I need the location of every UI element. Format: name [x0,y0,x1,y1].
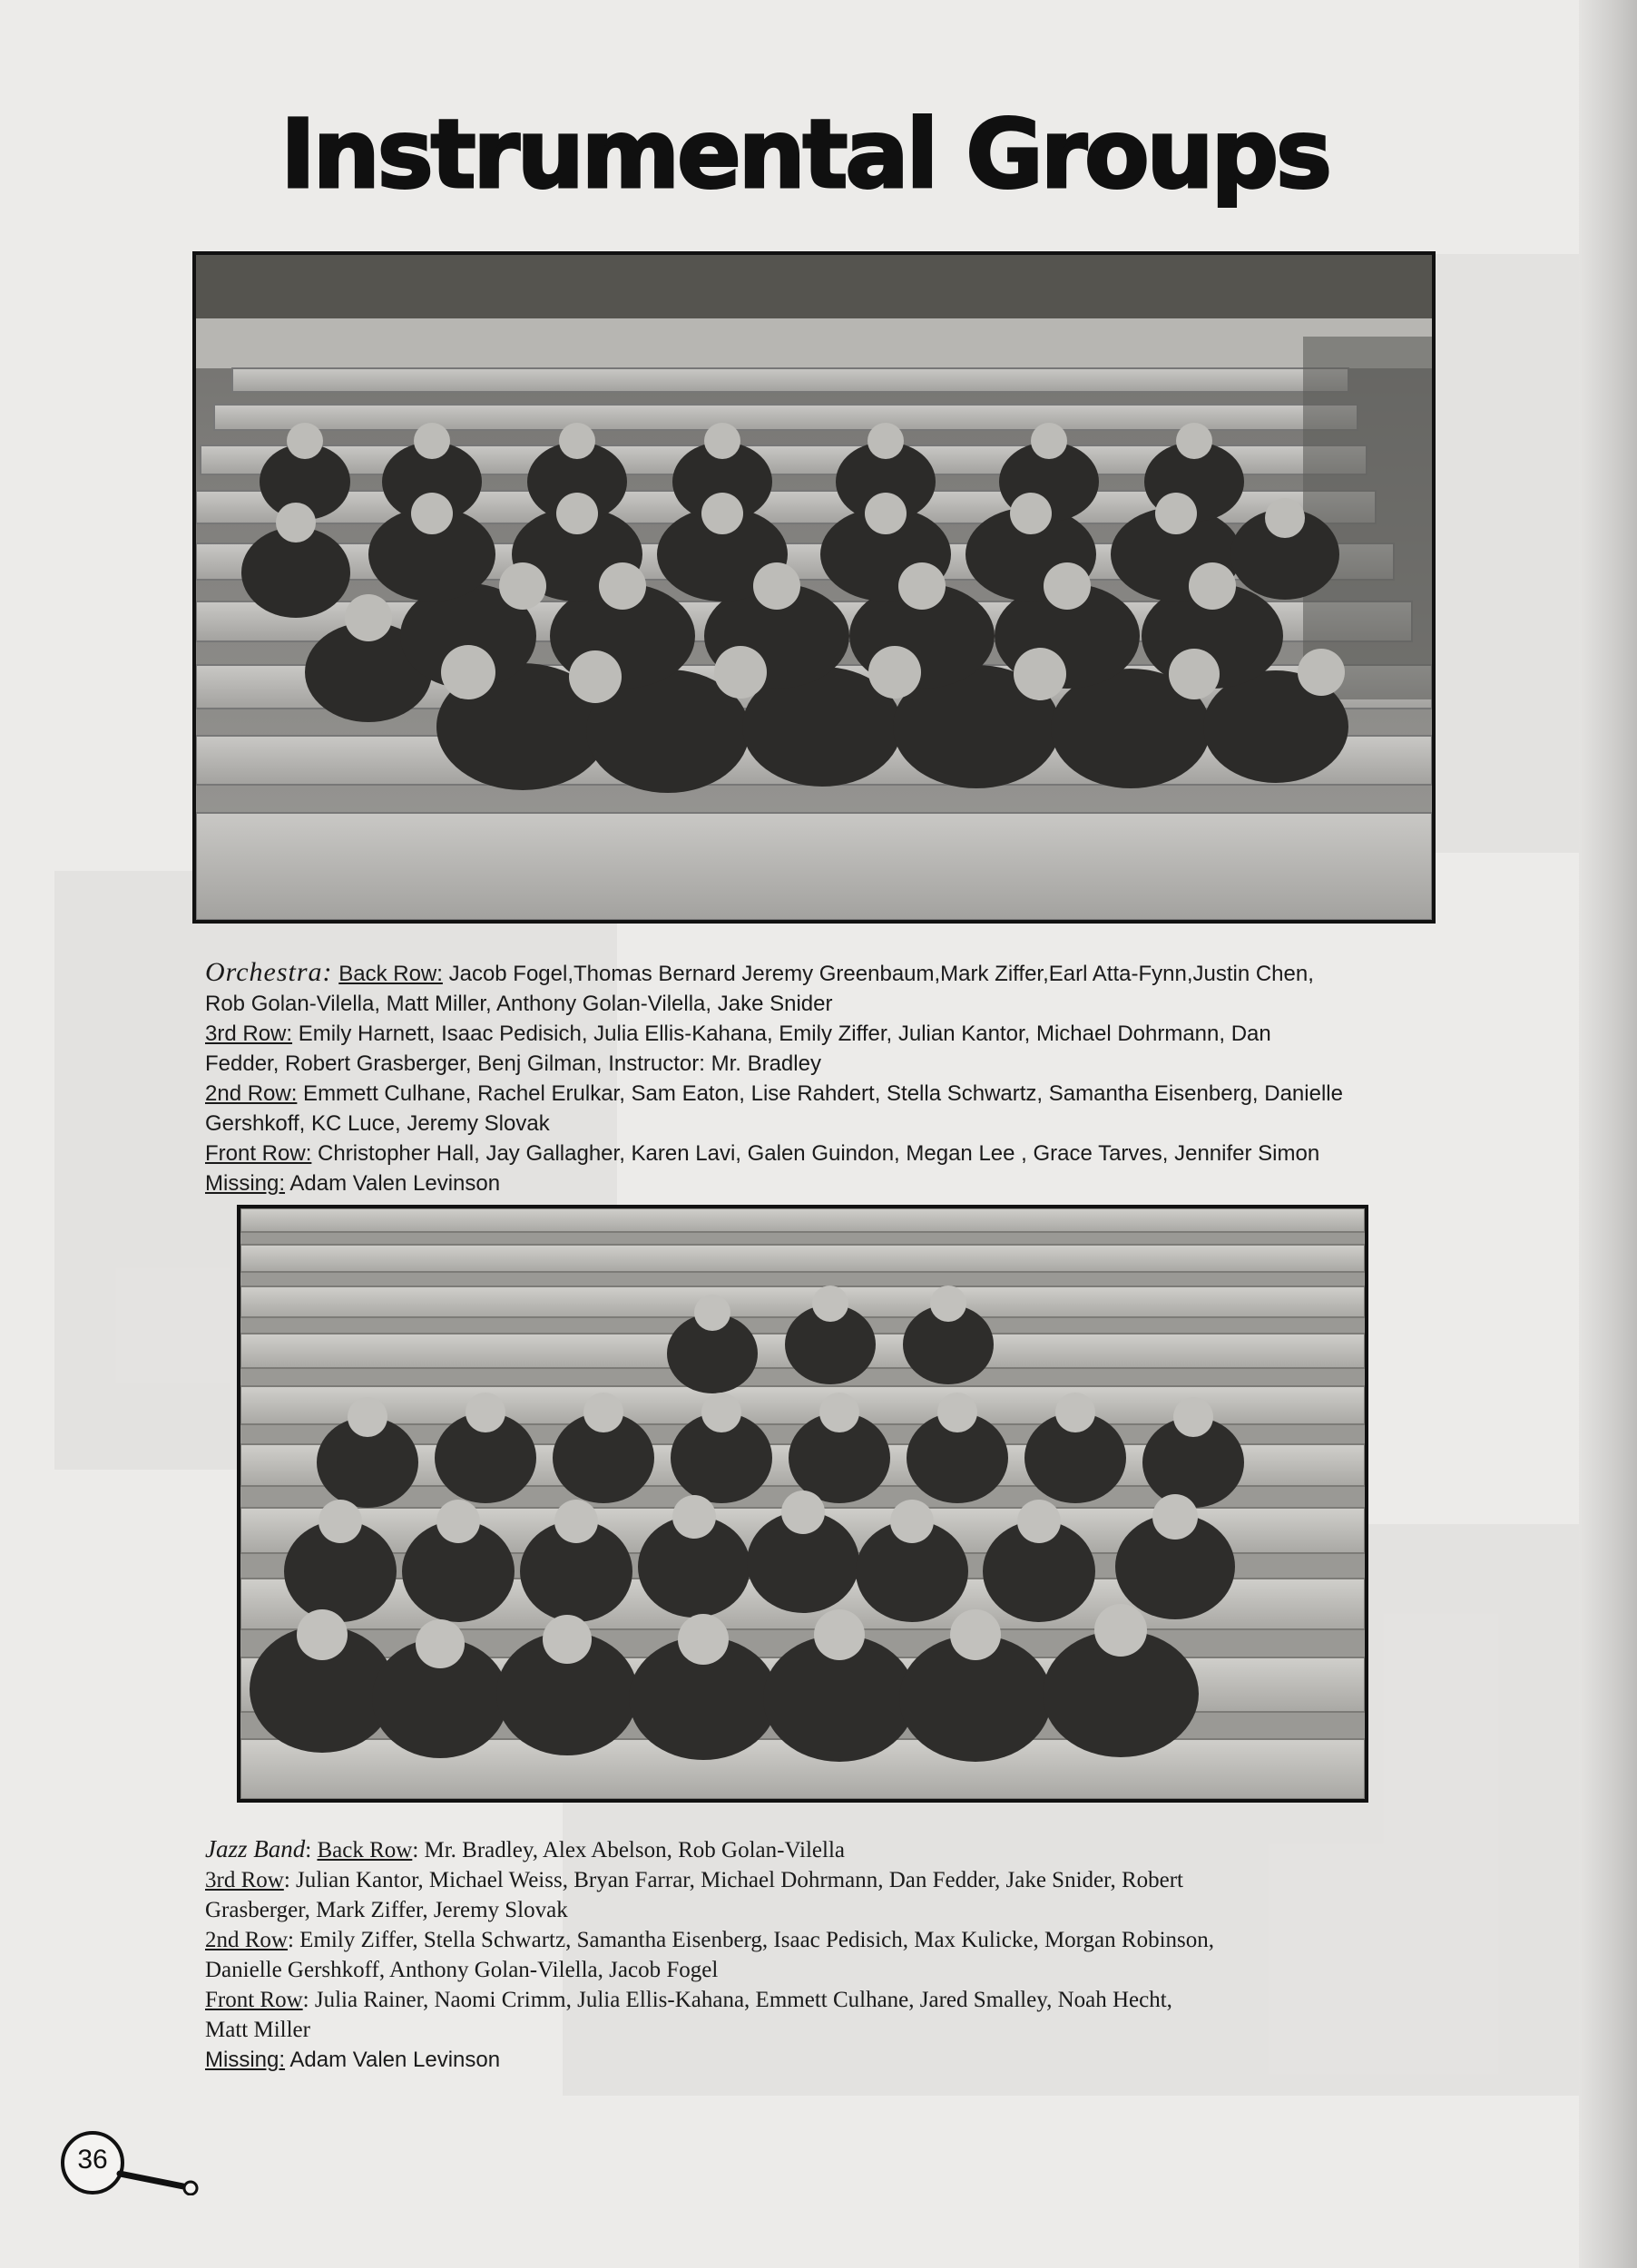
row-names: Christopher Hall, Jay Gallagher, Karen Lavi, Galen Guindon, Megan Lee , Grace Tarves, Jennifer Simon [311,1141,1320,1166]
row-names: Rob Golan-Vilella, Matt Miller, Anthony Golan-Vilella, Jake Snider [205,992,833,1016]
row-label: 3rd Row: [205,1022,293,1046]
row-label: Front Row [205,1988,303,2012]
caption-line [205,1079,1439,1109]
page-edge-shadow [1579,0,1637,2268]
orchestra-photo [192,251,1436,924]
orchestra-caption [205,957,1439,1198]
row-names: : Julia Rainer, Naomi Crimm, Julia Ellis-Kahana, Emmett Culhane, Jared Smalley, Noah Hecht, [302,1988,1172,2012]
caption-line [205,1955,1439,1985]
jazz-band-photo-image [240,1208,1365,1799]
orchestra-photo-image [196,255,1432,920]
jazz-band-caption [205,1834,1439,2075]
row-label: Back Row: [338,962,443,986]
row-label: Missing: [205,2048,286,2072]
group-suffix: : [305,1838,318,1862]
group-name: Orchestra: [205,957,333,987]
row-label: Front Row: [205,1141,312,1166]
row-label: 3rd Row [205,1868,284,1892]
row-names: Emily Harnett, Isaac Pedisich, Julia Ellis-Kahana, Emily Ziffer, Julian Kantor, Michael Dohrmann, Dan [292,1022,1271,1046]
page-number: 36 [77,2145,108,2175]
jazz-band-photo [237,1205,1368,1803]
row-label: Back Row [317,1838,413,1862]
row-names: Gershkoff, KC Luce, Jeremy Slovak [205,1111,550,1136]
row-names: Emmett Culhane, Rachel Erulkar, Sam Eaton, Lise Rahdert, Stella Schwartz, Samantha Eisenberg, Danielle [297,1081,1343,1106]
caption-line [205,989,1439,1019]
row-names: Adam Valen Levinson [285,1171,501,1196]
caption-line [205,1895,1439,1925]
row-label: 2nd Row [205,1928,288,1952]
row-names: Fedder, Robert Grasberger, Benj Gilman, Instructor: Mr. Bradley [205,1051,821,1076]
row-names: Matt Miller [205,2018,310,2042]
caption-line [205,957,1439,989]
row-names: : Emily Ziffer, Stella Schwartz, Samantha Eisenberg, Isaac Pedisich, Max Kulicke, Morgan Robinson, [287,1928,1214,1952]
caption-line [205,1925,1439,1955]
row-label: 2nd Row: [205,1081,298,1106]
caption-line [205,1109,1439,1139]
caption-line [205,1985,1439,2015]
caption-line [205,1139,1439,1168]
caption-line [205,2045,1439,2075]
page-title: Instrumental Groups [280,99,1329,210]
row-names: Danielle Gershkoff, Anthony Golan-Vilella, Jacob Fogel [205,1958,719,1982]
row-names: Jacob Fogel,Thomas Bernard Jeremy Greenbaum,Mark Ziffer,Earl Atta-Fynn,Justin Chen, [442,962,1314,986]
row-names: : Mr. Bradley, Alex Abelson, Rob Golan-Vilella [412,1838,845,1862]
caption-line [205,1865,1439,1895]
caption-line [205,1019,1439,1049]
caption-line [205,2015,1439,2045]
row-label: Missing: [205,1171,286,1196]
row-names: Grasberger, Mark Ziffer, Jeremy Slovak [205,1898,568,1922]
caption-line [205,1049,1439,1079]
row-names: Adam Valen Levinson [285,2048,501,2072]
group-name: Jazz Band [205,1835,306,1862]
caption-line [205,1834,1439,1865]
row-names: : Julian Kantor, Michael Weiss, Bryan Farrar, Michael Dohrmann, Dan Fedder, Jake Snider, Robert [283,1868,1183,1892]
caption-line [205,1168,1439,1198]
